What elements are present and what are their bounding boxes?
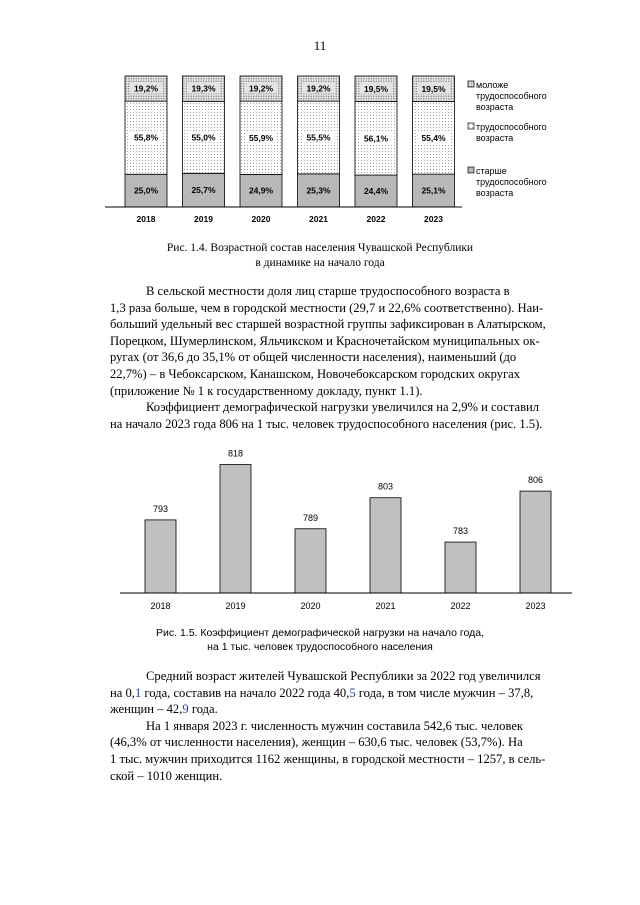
x-tick-label: 2018	[136, 214, 156, 224]
paragraph-3	[110, 668, 594, 784]
data-label: 55,0%	[191, 132, 216, 143]
x-tick-label: 2021	[309, 214, 328, 224]
data-label: 806	[527, 475, 544, 486]
p3-highlight: 9	[182, 702, 189, 717]
fig2-caption-line2: на 1 тыс. человек трудоспособного населения	[207, 641, 433, 653]
fig1-caption-line2: в динамике на начало года	[255, 257, 385, 269]
p1-line-3: больший удельный вес старшей возрастной группы зафиксирован в Алатырском,	[110, 317, 546, 332]
p1-line-5: ругах (от 36,6 до 35,1% от общей численности населения), наименьший (до	[110, 350, 517, 365]
p4-line-1: На 1 января 2023 г. численность мужчин составила 542,6 тыс. человек	[146, 718, 524, 733]
fig1-caption-line1: Рис. 1.4. Возрастной состав населения Чувашской Республики	[166, 242, 474, 254]
x-tick-label: 2023	[525, 601, 546, 611]
x-tick-label: 2018	[150, 601, 171, 611]
p2-line-1: Коэффициент демографической нагрузки увеличился на 2,9% и составил	[146, 400, 540, 415]
bar-2020	[295, 529, 326, 593]
data-label: 55,5%	[306, 132, 331, 143]
p3-line-1: Средний возраст жителей Чувашской Республики за 2022 год увеличился	[146, 669, 541, 683]
legend-label: трудоспособного	[476, 122, 547, 132]
p1-line-2: 1,3 раза больше, чем в городской местности (29,7 и 22,6% соответственно). Наи-	[110, 300, 544, 315]
data-label: 19,2%	[306, 83, 331, 94]
legend-label: старше	[476, 166, 507, 176]
p3-highlight: 1	[134, 685, 142, 700]
p3-line-3	[110, 701, 594, 718]
legend-label: возраста	[476, 133, 514, 143]
data-label: 25,7%	[191, 185, 216, 196]
data-label: 19,5%	[363, 83, 389, 94]
legend-label: трудоспособного	[476, 91, 547, 101]
bar-2023	[520, 491, 551, 593]
p1-line-4: Порецком, Шумерлинском, Яльчикском и Красночетайском муниципальных ок-	[110, 333, 540, 348]
data-label: 783	[452, 526, 469, 537]
page-number: 11	[313, 38, 327, 53]
data-label: 25,3%	[306, 185, 331, 196]
x-tick-label: 2019	[194, 214, 213, 224]
data-label: 789	[302, 512, 319, 523]
x-tick-label: 2019	[225, 601, 246, 611]
data-label: 818	[227, 448, 244, 459]
p1-line-6: 22,7%) – в Чебоксарском, Канашском, Новочебоксарском городских округах	[110, 366, 521, 381]
x-tick-label: 2022	[450, 601, 471, 611]
data-label: 25,1%	[421, 185, 446, 196]
data-label: 24,9%	[248, 185, 274, 196]
x-tick-label: 2020	[300, 601, 321, 611]
bar-2018	[145, 520, 176, 593]
p1-line-1: В сельской местности доля лиц старше трудоспособного возраста в	[146, 284, 510, 298]
bar-2022	[445, 542, 476, 593]
x-tick-label: 2021	[375, 601, 396, 611]
legend-label: трудоспособного	[476, 177, 547, 187]
legend-label: возраста	[476, 188, 514, 198]
data-label: 56,1%	[363, 133, 389, 144]
bar-2019	[220, 465, 251, 593]
p3-text: года, составив на начало 2022 года 40,	[141, 685, 350, 700]
data-label: 19,3%	[191, 83, 216, 94]
p3-text: года, в том числе мужчин – 37,8,	[355, 685, 534, 700]
p2-line-2: на начало 2023 года 806 на 1 тыс. человек трудоспособного населения (рис. 1.5).	[110, 416, 543, 431]
legend-label: моложе	[476, 80, 509, 90]
data-label: 25,0%	[133, 185, 159, 196]
data-label: 19,2%	[133, 83, 159, 94]
p3-text: на 0,	[110, 685, 135, 700]
p3-highlight: 5	[349, 685, 356, 700]
data-label: 55,4%	[421, 132, 446, 143]
data-label: 19,5%	[421, 83, 446, 94]
p4-line-2: (46,3% от численности населения), женщин – 630,6 тыс. человек (53,7%). На	[110, 735, 523, 750]
bar-2021	[370, 498, 401, 593]
x-tick-label: 2020	[251, 214, 271, 224]
x-tick-label: 2023	[424, 214, 443, 224]
data-label: 55,9%	[248, 132, 274, 143]
p3-text: женщин – 42,	[110, 702, 183, 717]
fig2-caption-line1: Рис. 1.5. Коэффициент демографической нагрузки на начало года,	[155, 627, 484, 639]
data-label: 24,4%	[363, 186, 389, 197]
data-label: 793	[152, 503, 169, 514]
p1-line-7: (приложение № 1 к государственному докладу, пункт 1.1).	[110, 383, 423, 398]
legend-label: возраста	[476, 102, 514, 112]
data-label: 55,8%	[133, 132, 159, 143]
data-label: 803	[377, 481, 394, 492]
p4-line-4: ской – 1010 женщин.	[110, 768, 223, 783]
data-label: 19,2%	[248, 83, 274, 94]
p4-line-3: 1 тыс. мужчин приходится 1162 женщины, в городской местности – 1257, в сель-	[110, 751, 546, 766]
p3-line-2	[110, 685, 594, 702]
x-tick-label: 2022	[366, 214, 386, 224]
p3-text: года.	[188, 702, 218, 717]
